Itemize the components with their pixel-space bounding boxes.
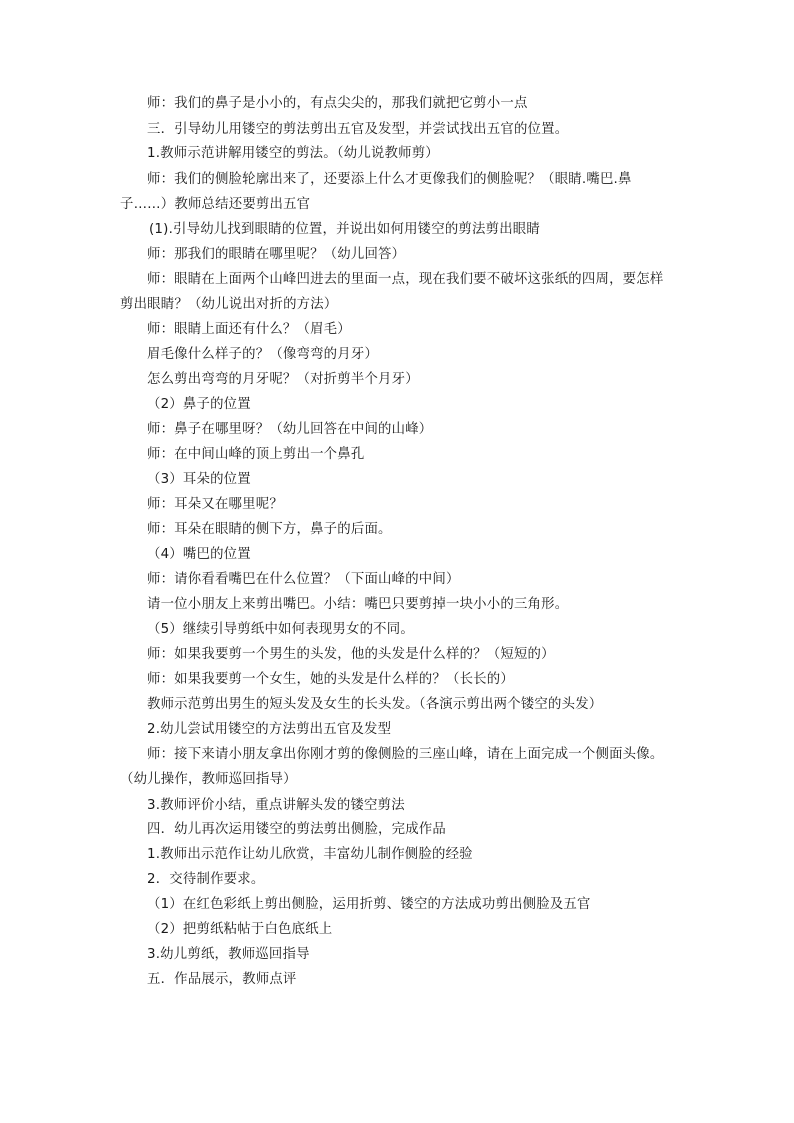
text-line: 师：耳朵又在哪里呢？ xyxy=(147,497,283,512)
text-line: 师：请你看看嘴巴在什么位置？（下面山峰的中间） xyxy=(147,572,460,587)
text-line: 师：在中间山峰的顶上剪出一个鼻孔 xyxy=(147,447,365,462)
text-line: 1.教师示范讲解用镂空的剪法。（幼儿说教师剪） xyxy=(147,146,439,161)
text-line: 师：如果我要剪一个男生的头发，他的头发是什么样的？（短短的） xyxy=(147,647,555,662)
text-line: 怎么剪出弯弯的月牙呢？（对折剪半个月牙） xyxy=(147,372,419,387)
text-line: 3.幼儿剪纸，教师巡回指导 xyxy=(147,947,310,962)
text-line: 3.教师评价小结，重点讲解头发的镂空剪法 xyxy=(147,798,405,813)
text-line: 师：我们的鼻子是小小的，有点尖尖的，那我们就把它剪小一点 xyxy=(147,96,528,111)
text-line: 2．交待制作要求。 xyxy=(147,872,265,887)
text-line: 剪出眼睛？（幼儿说出对折的方法） xyxy=(120,297,338,312)
text-line: 师：那我们的眼睛在哪里呢？（幼儿回答） xyxy=(147,247,406,262)
text-line: 2.幼儿尝试用镂空的方法剪出五官及发型 xyxy=(147,722,392,737)
text-line: 师：眼睛在上面两个山峰凹进去的里面一点，现在我们要不破坏这张纸的四周，要怎样 xyxy=(147,272,664,287)
text-line: （1）在红色彩纸上剪出侧脸，运用折剪、镂空的方法成功剪出侧脸及五官 xyxy=(147,897,591,912)
text-line: 五．作品展示，教师点评 xyxy=(147,972,297,987)
text-line: 师：眼睛上面还有什么？（眉毛） xyxy=(147,322,351,337)
text-line: 师：我们的侧脸轮廓出来了，还要添上什么才更像我们的侧脸呢？（眼睛.嘴巴.鼻 xyxy=(147,172,632,187)
text-line: (1).引导幼儿找到眼睛的位置，并说出如何用镂空的剪法剪出眼睛 xyxy=(149,222,540,237)
text-line: 师：如果我要剪一个女生，她的头发是什么样的？（长长的） xyxy=(147,672,514,687)
text-line: 师：鼻子在哪里呀？（幼儿回答在中间的山峰） xyxy=(147,422,433,437)
text-line: 子……）教师总结还要剪出五官 xyxy=(120,197,311,212)
text-line: 师：接下来请小朋友拿出你刚才剪的像侧脸的三座山峰，请在上面完成一个侧面头像。 xyxy=(147,747,664,762)
text-line: （2）把剪纸粘帖于白色底纸上 xyxy=(147,922,333,937)
text-line: 1.教师出示范作让幼儿欣赏，丰富幼儿制作侧脸的经验 xyxy=(147,847,473,862)
text-line: （4）嘴巴的位置 xyxy=(147,547,251,562)
text-line: （2）鼻子的位置 xyxy=(147,397,251,412)
text-line: 三．引导幼儿用镂空的剪法剪出五官及发型，并尝试找出五官的位置。 xyxy=(147,122,569,137)
text-line: 教师示范剪出男生的短头发及女生的长头发。（各演示剪出两个镂空的头发） xyxy=(147,697,603,712)
text-line: （3）耳朵的位置 xyxy=(147,472,251,487)
text-line: （5）继续引导剪纸中如何表现男女的不同。 xyxy=(147,622,414,637)
text-line: 四．幼儿再次运用镂空的剪法剪出侧脸，完成作品 xyxy=(147,822,446,837)
text-line: 师：耳朵在眼睛的侧下方，鼻子的后面。 xyxy=(147,522,392,537)
text-line: （幼儿操作，教师巡回指导） xyxy=(120,772,297,787)
text-line: 请一位小朋友上来剪出嘴巴。小结：嘴巴只要剪掉一块小小的三角形。 xyxy=(147,597,569,612)
text-line: 眉毛像什么样子的？（像弯弯的月牙） xyxy=(147,347,379,362)
